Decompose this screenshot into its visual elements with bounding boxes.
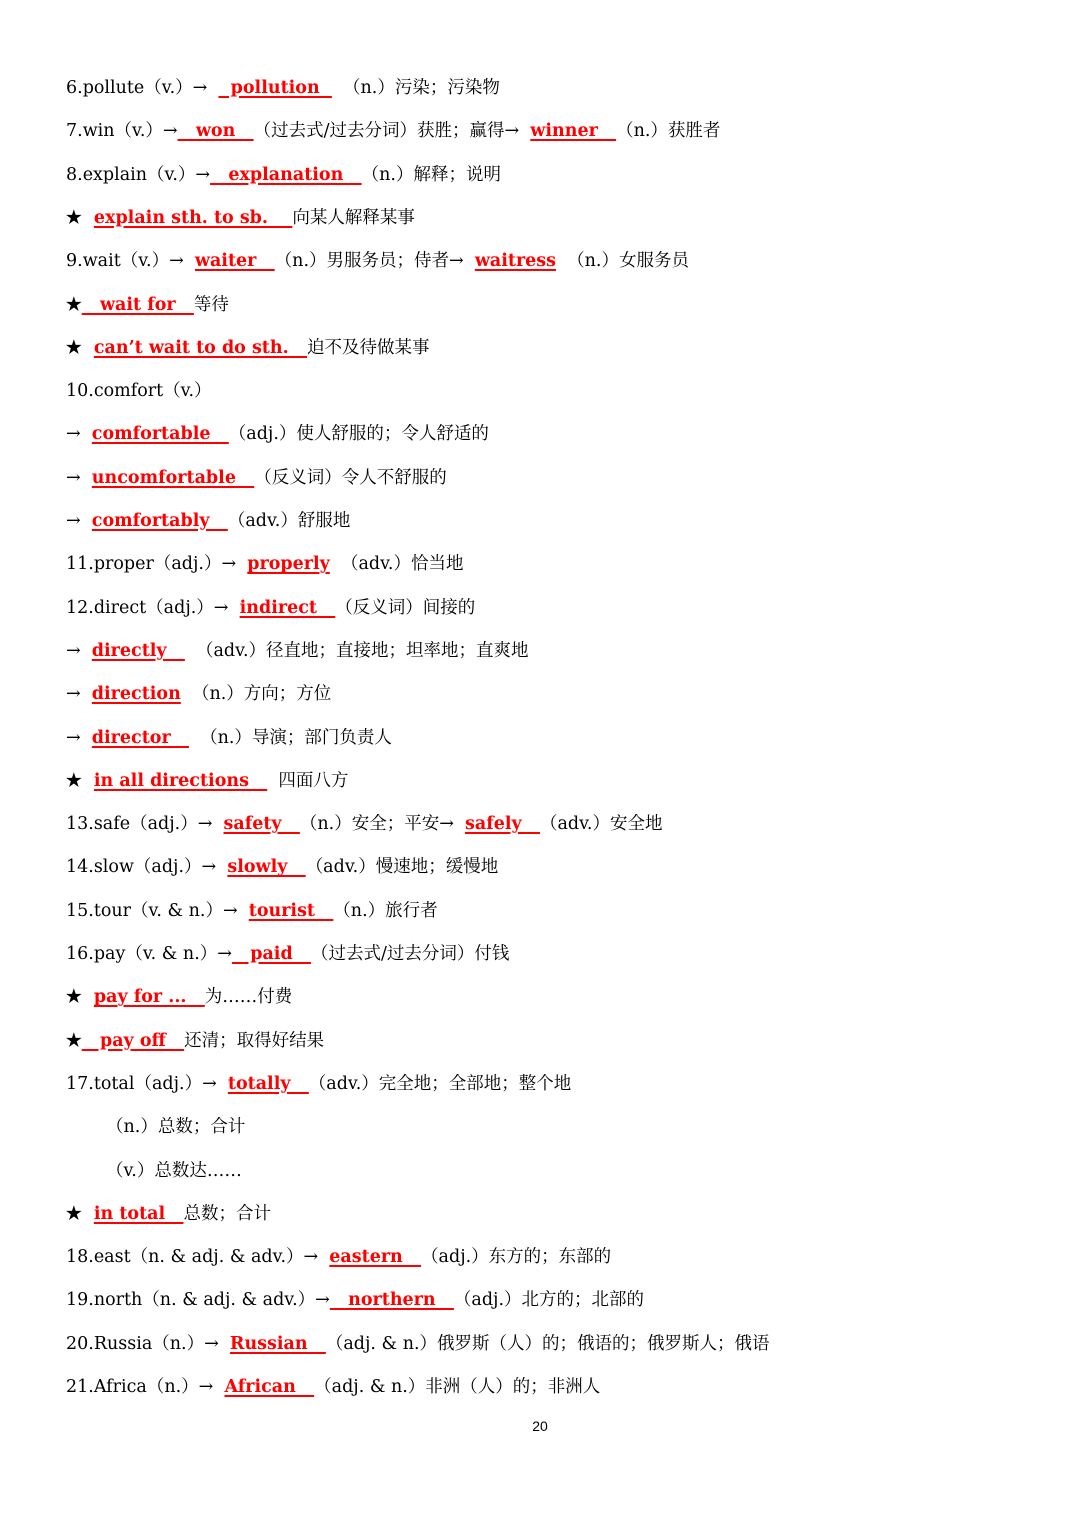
line-text: → <box>66 424 92 445</box>
line-text: 6.pollute（v.）→ <box>66 78 219 98</box>
vocab-line <box>66 1072 571 1096</box>
answer-text: eastern <box>329 1247 422 1268</box>
vocab-line <box>66 682 331 706</box>
answer-text: comfortable <box>91 424 229 445</box>
line-text: 四面八方 <box>267 770 349 791</box>
answer-text: in all directions <box>93 770 268 791</box>
vocab-line <box>66 552 463 576</box>
line-text: 21.Africa（n.）→ <box>66 1377 225 1397</box>
answer-text: waitress <box>474 251 557 272</box>
line-text: （n.）安全；平安→ <box>299 814 466 835</box>
vocab-line <box>66 509 350 533</box>
answer-text: pollution <box>218 78 332 98</box>
line-text: （adj. & n.）俄罗斯（人）的；俄语的；俄罗斯人；俄语 <box>325 1333 770 1354</box>
vocab-line <box>66 379 212 403</box>
answer-text: tourist <box>248 900 334 921</box>
line-text: （n.）男服务员；侍者→ <box>274 251 475 272</box>
line-text: 20.Russia（n.）→ <box>66 1333 230 1354</box>
answer-text: explain sth. to sb. <box>93 207 293 228</box>
vocab-line <box>66 812 662 836</box>
line-text: （adj.）北方的；北部的 <box>453 1290 645 1311</box>
line-text: 迫不及待做某事 <box>306 337 430 358</box>
line-text: （v.）总数达…… <box>106 1160 242 1181</box>
line-text: → <box>66 511 92 531</box>
line-text: → <box>66 727 92 748</box>
answer-text: safety <box>223 814 300 835</box>
vocab-line <box>66 899 438 923</box>
line-text: （n.）女服务员 <box>556 251 689 272</box>
answer-text: direction <box>91 684 181 705</box>
line-text: （n.）方向；方位 <box>180 684 332 705</box>
line-text: （n.）获胜者 <box>616 121 721 142</box>
answer-text: waiter <box>194 251 275 272</box>
line-text: 15.tour（v. & n.）→ <box>66 900 249 921</box>
line-text: （n.）解释；说明 <box>361 164 501 185</box>
line-text: 总数；合计 <box>183 1203 271 1224</box>
line-text: （adv.）安全地 <box>539 814 663 835</box>
vocab-line <box>66 639 529 663</box>
vocab-line <box>66 249 689 273</box>
line-text: （反义词）间接的 <box>335 597 476 618</box>
answer-text: slowly <box>227 857 306 878</box>
answer-text: totally <box>227 1073 309 1094</box>
answer-text: in total <box>93 1203 184 1224</box>
line-text: ★ <box>66 337 94 358</box>
line-text: → <box>66 467 92 488</box>
vocab-line <box>66 293 229 317</box>
line-text: 7.win（v.）→ <box>66 121 178 142</box>
vocab-line <box>66 942 509 966</box>
line-text: 还清；取得好结果 <box>184 1030 325 1051</box>
vocab-line <box>66 985 292 1009</box>
answer-text: pay off <box>81 1030 185 1051</box>
vocab-line <box>66 1245 611 1269</box>
answer-text: paid <box>231 944 311 964</box>
line-text: （adv.）舒服地 <box>227 511 351 531</box>
answer-text: explanation <box>210 164 362 185</box>
line-text: 13.safe（adj.）→ <box>66 814 224 835</box>
line-text: （adj. & n.）非洲（人）的；非洲人 <box>314 1377 601 1397</box>
vocab-line <box>66 769 348 793</box>
line-text: 向某人解释某事 <box>292 207 415 228</box>
line-text: ★ <box>66 294 82 315</box>
vocab-line <box>106 1159 242 1183</box>
answer-text: pay for ... <box>93 987 205 1008</box>
vocab-line <box>66 1029 324 1053</box>
line-text: 16.pay（v. & n.）→ <box>66 944 232 964</box>
line-text: （n.）旅行者 <box>333 900 438 921</box>
answer-text: safely <box>465 814 540 835</box>
line-text: （adj.）东方的；东部的 <box>421 1247 612 1268</box>
line-text: 17.total（adj.）→ <box>66 1073 228 1094</box>
vocab-line <box>66 466 447 490</box>
line-text: 为……付费 <box>204 987 293 1008</box>
vocab-line <box>66 206 415 230</box>
answer-text: indirect <box>239 597 336 618</box>
vocab-line <box>66 596 475 620</box>
line-text: 等待 <box>193 294 229 315</box>
answer-text: won <box>177 121 254 142</box>
vocab-line <box>106 1115 245 1139</box>
line-text: （n.）污染；污染物 <box>331 78 500 98</box>
line-text: 10.comfort（v.） <box>66 381 212 402</box>
line-text: ★ <box>66 207 94 228</box>
line-text: （adv.）径直地；直接地；坦率地；直爽地 <box>184 640 529 661</box>
line-text: （adv.）完全地；全部地；整个地 <box>308 1073 572 1094</box>
answer-text: winner <box>530 121 617 142</box>
answer-text: African <box>224 1377 315 1397</box>
line-text: 18.east（n. & adj. & adv.）→ <box>66 1247 330 1268</box>
line-text: ★ <box>66 770 94 791</box>
line-text: （过去式/过去分词）付钱 <box>310 944 510 964</box>
line-text: 19.north（n. & adj. & adv.）→ <box>66 1290 330 1311</box>
vocab-line <box>66 163 501 187</box>
line-text: （反义词）令人不舒服的 <box>254 467 447 488</box>
line-text: （adv.）慢速地；缓慢地 <box>305 857 499 878</box>
line-text: → <box>66 684 92 705</box>
line-text: （adj.）使人舒服的；令人舒适的 <box>228 424 489 445</box>
vocab-line <box>66 1332 770 1356</box>
line-text: （adv.）恰当地 <box>329 554 464 575</box>
line-text: 9.wait（v.）→ <box>66 251 195 272</box>
vocab-line <box>66 422 489 446</box>
line-text: ★ <box>66 1203 94 1224</box>
line-text: 11.proper（adj.）→ <box>66 554 248 575</box>
line-text: （过去式/过去分词）获胜；赢得→ <box>253 121 531 142</box>
line-text: （n.）导演；部门负责人 <box>188 727 392 748</box>
vocab-line <box>66 1375 600 1399</box>
answer-text: Russian <box>229 1333 326 1354</box>
answer-text: comfortably <box>91 511 228 531</box>
answer-text: properly <box>247 554 330 575</box>
vocab-line <box>66 855 498 879</box>
vocab-line <box>66 726 392 750</box>
answer-text: director <box>91 727 189 748</box>
answer-text: uncomfortable <box>91 467 255 488</box>
vocab-line <box>66 336 429 360</box>
vocab-line <box>66 1202 271 1226</box>
line-text: ★ <box>66 1030 82 1051</box>
answer-text: northern <box>329 1290 454 1311</box>
answer-text: directly <box>91 640 185 661</box>
line-text: 8.explain（v.）→ <box>66 164 211 185</box>
page-number: 20 <box>532 1418 548 1434</box>
line-text: 12.direct（adj.）→ <box>66 597 240 618</box>
answer-text: can’t wait to do sth. <box>93 337 307 358</box>
line-text: ★ <box>66 987 94 1008</box>
vocab-line <box>66 1288 644 1312</box>
vocab-line <box>66 119 720 143</box>
answer-text: wait for <box>81 294 194 315</box>
line-text: （n.）总数；合计 <box>106 1117 246 1138</box>
line-text: → <box>66 640 92 661</box>
vocab-line <box>66 76 500 100</box>
line-text: 14.slow（adj.）→ <box>66 857 228 878</box>
